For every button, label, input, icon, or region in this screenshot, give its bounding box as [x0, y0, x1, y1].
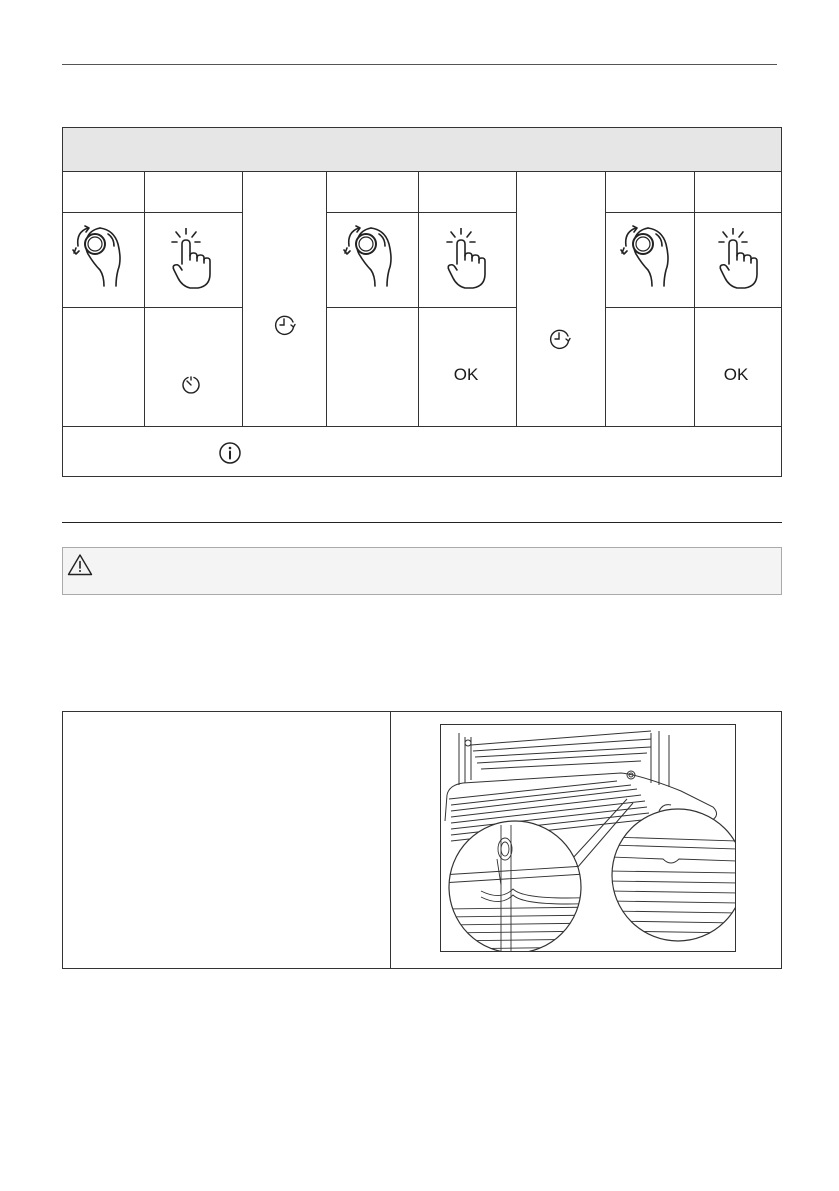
rotate-knob-hand-icon — [70, 224, 128, 290]
info-icon — [218, 441, 242, 465]
row-divider — [63, 212, 242, 213]
row-divider — [63, 426, 781, 427]
tap-finger-icon — [166, 228, 216, 290]
table-header-row — [63, 128, 781, 172]
oven-shelf-drawing — [441, 725, 736, 952]
rotate-knob-hand-icon — [341, 224, 399, 290]
section-rule — [62, 522, 782, 523]
tap-finger-icon — [441, 228, 491, 290]
rotate-knob-hand-icon — [618, 224, 676, 290]
row-divider — [605, 212, 781, 213]
ok-label: OK — [723, 365, 749, 384]
col-divider — [242, 171, 243, 427]
procedure-table — [62, 127, 782, 477]
row-divider — [63, 307, 242, 308]
col-divider — [144, 171, 145, 427]
row-divider — [326, 307, 516, 308]
clock-icon — [549, 328, 571, 350]
warning-box — [62, 547, 782, 595]
tap-finger-icon — [713, 228, 763, 290]
row-divider — [326, 212, 516, 213]
figure-column-divider — [390, 711, 391, 969]
timer-icon — [181, 375, 201, 395]
warning-triangle-icon — [67, 553, 93, 576]
oven-shelf-illustration — [440, 724, 736, 952]
ok-label: OK — [453, 365, 479, 384]
clock-icon — [274, 314, 296, 336]
col-divider — [418, 171, 419, 427]
header-rule — [62, 64, 777, 65]
col-divider — [326, 171, 327, 427]
col-divider — [694, 171, 695, 427]
row-divider — [605, 307, 781, 308]
col-divider — [605, 171, 606, 427]
col-divider — [516, 171, 517, 427]
